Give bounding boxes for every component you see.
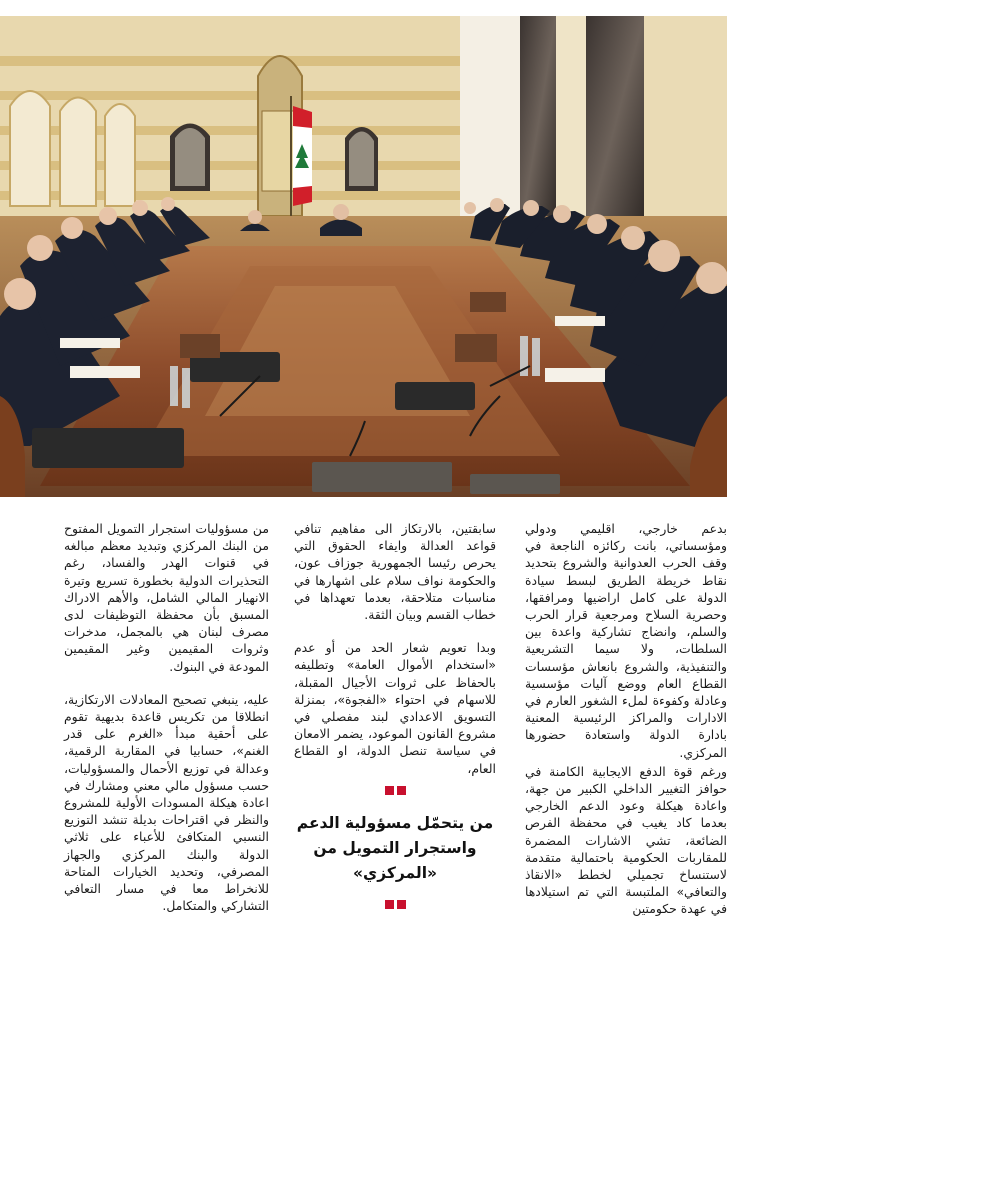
paragraph: من مسؤوليات استجرار التمويل المفتوح من البنك المركزي وتبديد معظم مبالغه في قنوات الهدر والفساد، رغم التحذيرات الدولية بخطورة تسريع وتيرة الانهيار المالي الشامل، والأهم الادراك المسبق بأن محفظة التوظيفات لدى مصرف لبنان هي بالمجمل، مدخرات وثروات المقيمين وغير المقيمين المودعة في البنوك. [64,521,269,674]
decorative-squares-bottom [294,900,496,909]
paragraph: سابقتين، بالارتكاز الى مفاهيم تنافي قواعد العدالة وايفاء الحقوق التي يحرص رئيسا الجمهورية جوزاف عون، والحكومة نواف سلام على اشهارها في مناسبات متلاحقة، بعدما تعهداها في خطاب القسم وبيان الثقة. [294,521,496,623]
article-column-left [64,520,269,914]
photo-illustration [0,16,727,497]
paragraph: بدعم خارجي، اقليمي ودولي ومؤسساتي، بانت ركائزه الناجعة في وقف الحرب العدوانية والشروع بتحديد نقاط خريطة الطريق لبسط سيادة الدولة على كامل اراضيها ومرافقها، وحصرية السلاح ومرجعية قرار الحرب والسلم، وانضاج تشاركية واعدة بين السلطات، ولا سيما التشريعية والتنفيذية، والشروع بانعاش مؤسسات القطاع العام ووضع آليات مؤسسية وعادلة وكفوءة لملء الشغور العارم في الادارات والمراكز الرئيسية المعنية بادارة الدولة واستعادة حضورها المركزي. [525,521,727,760]
pull-quote-text: من يتحمّل مسؤولية الدعم واستجرار التمويل من «المركزي» [296,814,494,882]
decorative-squares-top [294,786,496,795]
pull-quote [294,786,496,909]
article-column-middle [294,520,496,777]
article-column-right [525,520,727,918]
paragraph: ورغم قوة الدفع الايجابية الكامنة في حوافز التغيير الداخلي الكبير من جهة، واعادة هيكلة وعود الدعم الخارجي بعدما كاد يغيب في محفظة الفرص الضائعة، تشي الاشارات المضمرة للمقاربات الحكومية باحتمالية متقدمة لاستنساخ تجميلي لخطط «الانقاذ والتعافي» الملتبسة التي تم استيلادها في عهدة حكومتين [525,763,727,917]
paragraph: عليه، ينبغي تصحيح المعادلات الارتكازية، انطلاقا من تكريس قاعدة بديهية تقوم على أحقية مبدأ «الغرم على قدر الغنم»، حسابيا في المقاربة الرقمية، وعدالة في توزيع الأحمال والمسؤوليات، حسب مسؤول مالي معني ومشارك في اعادة هيكلة المسودات الأولية للمشروع والنظر في اقتراحات بديلة تنشد التوزيع النسبي المتكافئ للأعباء على ثلاثي الدولة والبنك المركزي والجهاز المصرفي، وتحديد الخيارات المتاحة للانخراط معا في مسار التعافي التشاركي والمتكامل. [64,691,269,914]
cabinet-meeting-photo [0,16,727,497]
paragraph: وبدا تعويم شعار الحد من أو عدم «استخدام الأموال العامة» وتطليفه بالحفاظ على ثروات الأجيال المقبلة، للاسهام في احتواء «الفجوة»، بمنزلة التسويق الاعدادي لبند مفصلي في مشروع القانون الموعود، يضمر الامعان في سياسة تنصل الدولة، او القطاع العام، [294,640,496,776]
